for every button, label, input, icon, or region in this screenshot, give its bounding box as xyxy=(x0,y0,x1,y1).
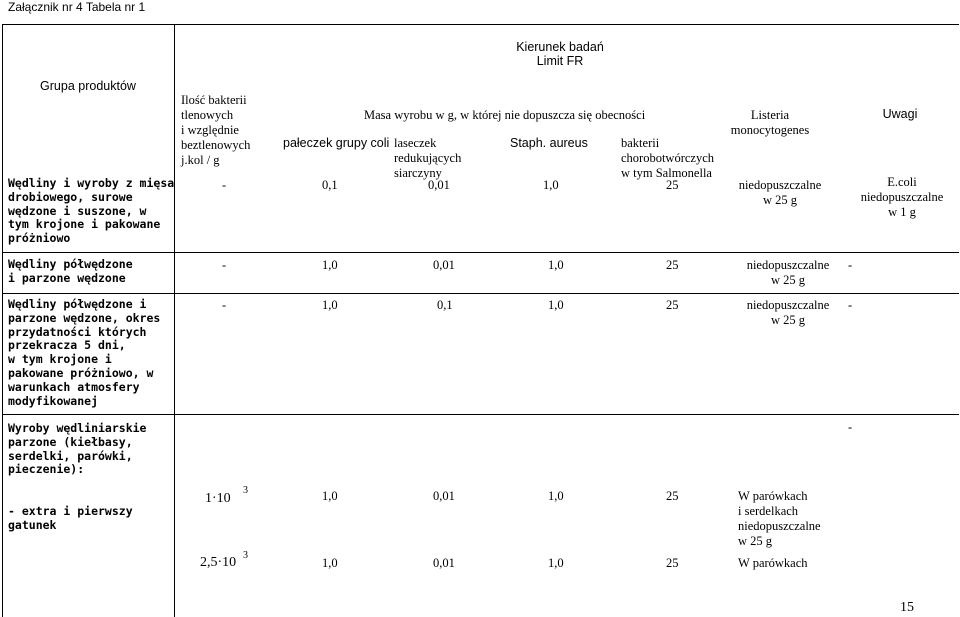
row-listeria: niedopuszczalne w 25 g xyxy=(746,258,830,287)
row-notes: - xyxy=(848,298,853,312)
row-bacteria: - xyxy=(222,258,227,272)
header-mass-label: Masa wyrobu w g, w której nie dopuszcza się obecności xyxy=(364,108,646,122)
row-pathogenic: 25 xyxy=(666,178,679,192)
row-notes: E.coli niedopuszczalne w 1 g xyxy=(860,175,944,219)
row-bacteria-exponent: 3 xyxy=(243,550,248,561)
header-sulfite: laseczek redukujących siarczyny xyxy=(394,136,462,180)
row-sulfite: 0,01 xyxy=(433,489,455,503)
row-product-group: Wędliny i wyroby z mięsa drobiowego, surowe wędzone i suszone, w tym krojone i pakowane próżniowo xyxy=(8,176,175,246)
row-bacteria: 2,5·10 xyxy=(200,555,237,570)
row-listeria: W parówkach i serdelkach niedopuszczalne w 25 g xyxy=(738,489,821,548)
header-direction: Kierunek badań xyxy=(516,40,604,54)
row-coli: 1,0 xyxy=(322,298,338,312)
row-coli: 1,0 xyxy=(322,258,338,272)
row-sulfite: 0,01 xyxy=(433,258,455,272)
header-notes: Uwagi xyxy=(882,107,918,121)
row-listeria: W parówkach xyxy=(738,556,808,570)
row-product-group: Wyroby wędliniarskie parzone (kiełbasy, serdelki, parówki, pieczenie): xyxy=(8,421,147,477)
row-notes: - xyxy=(848,420,853,434)
row-coli: 0,1 xyxy=(322,178,338,192)
row-staph: 1,0 xyxy=(548,258,564,272)
row-coli: 1,0 xyxy=(322,489,338,503)
row-pathogenic: 25 xyxy=(666,298,679,312)
row-sulfite: 0,1 xyxy=(437,298,453,312)
header-pathogenic: bakterii chorobotwórczych w tym Salmonella xyxy=(621,136,715,180)
row-pathogenic: 25 xyxy=(666,556,679,570)
header-coli: pałeczek grupy coli xyxy=(283,136,390,150)
row-bacteria: - xyxy=(222,298,227,312)
row-coli: 1,0 xyxy=(322,556,338,570)
row-staph: 1,0 xyxy=(543,178,559,192)
row-listeria: niedopuszczalne w 25 g xyxy=(746,298,830,327)
row-bacteria: 1·10 xyxy=(205,491,231,506)
row-sulfite: 0,01 xyxy=(433,556,455,570)
row-pathogenic: 25 xyxy=(666,258,679,272)
row-staph: 1,0 xyxy=(548,298,564,312)
row-product-group: - extra i pierwszy gatunek xyxy=(8,504,133,532)
row-pathogenic: 25 xyxy=(666,489,679,503)
table-caption: Załącznik nr 4 Tabela nr 1 xyxy=(8,0,146,14)
row-bacteria-exponent: 3 xyxy=(243,485,248,496)
row-staph: 1,0 xyxy=(548,489,564,503)
header-product-group: Grupa produktów xyxy=(40,79,136,93)
row-product-group: Wędliny półwędzone i parzone wędzone, okres przydatności których przekracza 5 dni, w tym krojone i pakowane próżniowo, w warunkach atmosfery modyfikowanej xyxy=(8,297,161,408)
header-limit: Limit FR xyxy=(536,54,584,68)
row-listeria: niedopuszczalne w 25 g xyxy=(738,178,822,207)
page-number: 15 xyxy=(900,600,914,615)
header-staph: Staph. aureus xyxy=(510,136,588,150)
header-listeria: Listeria monocytogenes xyxy=(730,108,810,137)
row-bacteria: - xyxy=(222,178,227,192)
row-sulfite: 0,01 xyxy=(428,178,450,192)
row-staph: 1,0 xyxy=(548,556,564,570)
header-bacteria-count: Ilość bakterii tlenowych i względnie beztlenowych j.kol / g xyxy=(181,93,251,167)
row-notes: - xyxy=(848,258,853,272)
row-product-group: Wędliny półwędzone i parzone wędzone xyxy=(8,257,133,285)
